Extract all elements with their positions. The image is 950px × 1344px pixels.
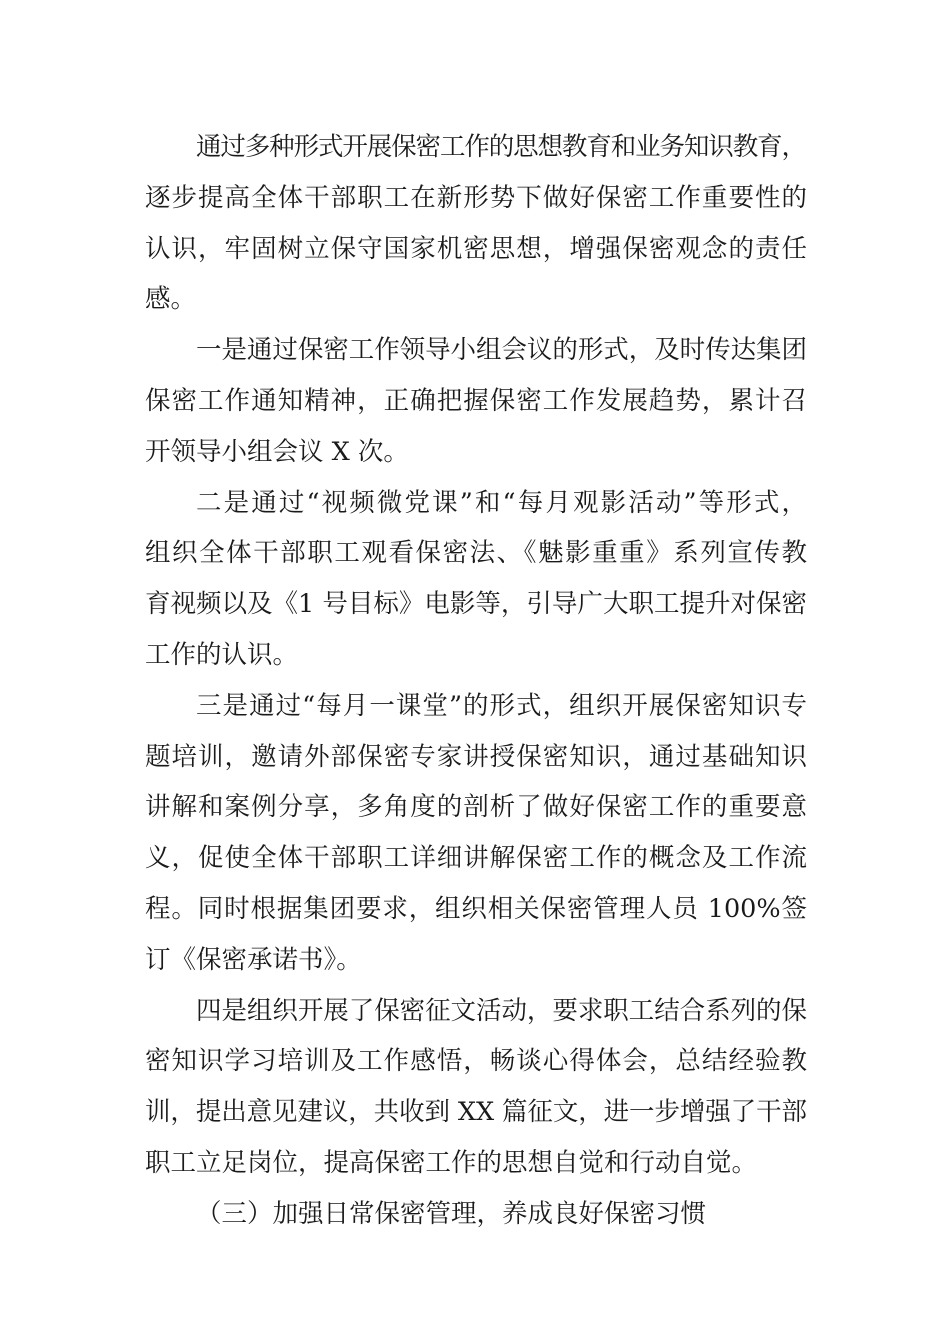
text-line: 工作的认识。 <box>145 639 299 670</box>
paragraph-item-3 <box>145 681 807 986</box>
text-line: 密知识学习培训及工作感悟，畅谈心得体会，总结经验教 <box>145 1046 807 1077</box>
text-line: 组织全体干部职工观看保密法、《魅影重重》系列宣传教 <box>145 538 807 569</box>
paragraph-item-4 <box>145 986 807 1189</box>
text-line: 认识，牢固树立保守国家机密思想，增强保密观念的责任 <box>145 233 807 264</box>
paragraph-item-1 <box>145 325 807 477</box>
text-line: 订《保密承诺书》。 <box>145 944 362 975</box>
paragraph-intro <box>145 122 807 325</box>
document-body <box>145 122 807 1240</box>
paragraph-item-2 <box>145 478 807 681</box>
text-line: 职工立足岗位，提高保密工作的思想自觉和行动自觉。 <box>145 1147 758 1178</box>
text-line: 开领导小组会议 X 次。 <box>145 436 409 467</box>
text-line: 题培训，邀请外部保密专家讲授保密知识，通过基础知识 <box>145 741 807 772</box>
text-line: 保密工作通知精神，正确把握保密工作发展趋势，累计召 <box>145 385 807 416</box>
text-line: 三是通过“每月一课堂”的形式，组织开展保密知识专 <box>196 690 807 721</box>
text-line: 四是组织开展了保密征文活动，要求职工结合系列的保 <box>196 995 807 1026</box>
text-line: 义，促使全体干部职工详细讲解保密工作的概念及工作流 <box>145 843 807 874</box>
text-line: 育视频以及《1 号目标》电影等，引导广大职工提升对保密 <box>145 589 807 620</box>
text-line: 训，提出意见建议，共收到 XX 篇征文，进一步增强了干部 <box>145 1097 807 1128</box>
section-heading-text: （三）加强日常保密管理，养成良好保密习惯 <box>196 1198 707 1229</box>
text-line: 程。同时根据集团要求，组织相关保密管理人员 100%签 <box>145 893 807 924</box>
text-line: 一是通过保密工作领导小组会议的形式，及时传达集团 <box>196 335 807 366</box>
section-heading <box>145 1189 807 1240</box>
text-line: 讲解和案例分享，多角度的剖析了做好保密工作的重要意 <box>145 792 807 823</box>
text-line: 逐步提高全体干部职工在新形势下做好保密工作重要性的 <box>145 182 807 213</box>
text-line: 二是通过“视频微党课”和“每月观影活动”等形式， <box>196 487 807 518</box>
text-line: 通过多种形式开展保密工作的思想教育和业务知识教育， <box>196 132 806 162</box>
text-line: 感。 <box>145 284 197 315</box>
